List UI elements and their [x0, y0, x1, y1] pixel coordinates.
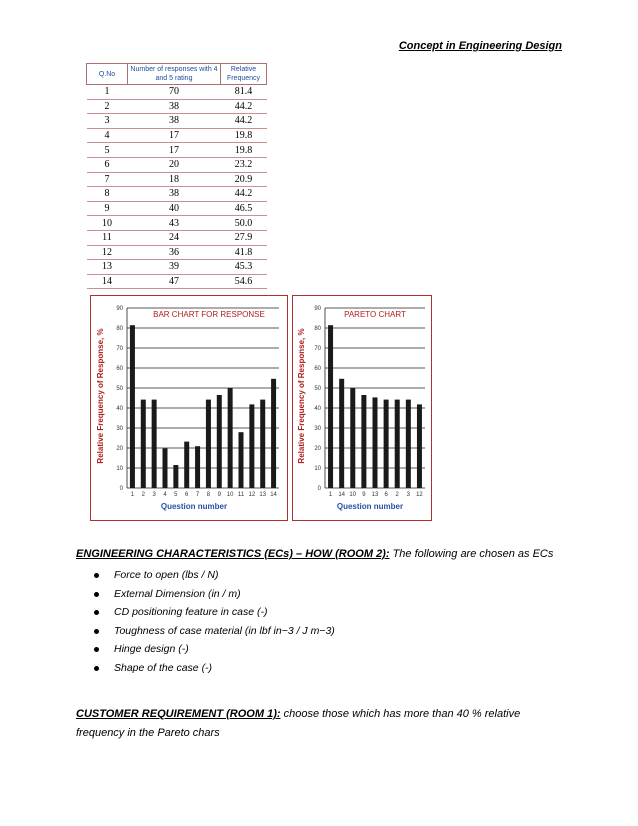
bar [384, 400, 389, 488]
y-axis-title: Relative Frequency of Response, % [297, 328, 306, 464]
table-cell-qno: 10 [87, 216, 128, 231]
table-row [87, 187, 267, 202]
table-cell-qno: 8 [87, 187, 128, 202]
table-cell-frequency: 23.2 [221, 157, 267, 172]
list-item: Force to open (lbs / N) [92, 566, 335, 585]
table-cell-qno: 13 [87, 260, 128, 275]
y-tick-label: 10 [314, 466, 321, 472]
table-cell-qno: 4 [87, 128, 128, 143]
bar [271, 379, 276, 488]
x-tick-label: 13 [371, 492, 379, 498]
table-cell-qno: 14 [87, 274, 128, 289]
response-table [86, 63, 267, 289]
table-cell-frequency: 19.8 [221, 143, 267, 158]
y-tick-label: 50 [314, 386, 321, 392]
table-cell-frequency: 45.3 [221, 260, 267, 275]
table-cell-qno: 3 [87, 114, 128, 129]
table-cell-responses: 47 [128, 274, 221, 289]
table-cell-responses: 20 [128, 157, 221, 172]
x-tick-label: 6 [185, 492, 189, 498]
table-cell-frequency: 44.2 [221, 114, 267, 129]
table-cell-frequency: 81.4 [221, 85, 267, 100]
table-cell-frequency: 44.2 [221, 187, 267, 202]
y-tick-label: 20 [314, 446, 321, 452]
x-tick-label: 3 [152, 492, 156, 498]
y-tick-label: 80 [314, 326, 321, 332]
y-tick-label: 70 [314, 346, 321, 352]
y-tick-label: 50 [116, 386, 123, 392]
x-tick-label: 6 [384, 492, 388, 498]
table-cell-responses: 24 [128, 230, 221, 245]
plot-area [116, 306, 279, 498]
bar [206, 400, 211, 488]
bar [406, 400, 411, 488]
y-tick-label: 90 [116, 306, 123, 312]
table-cell-frequency: 50.0 [221, 216, 267, 231]
bar [350, 388, 355, 488]
table-row [87, 230, 267, 245]
table-cell-frequency: 41.8 [221, 245, 267, 260]
list-item: CD positioning feature in case (-) [92, 603, 335, 622]
table-cell-qno: 5 [87, 143, 128, 158]
x-tick-label: 9 [362, 492, 366, 498]
x-tick-label: 2 [141, 492, 145, 498]
column-header-qno: Q.No [87, 64, 128, 85]
chart-title: PARETO CHART [344, 310, 406, 319]
table-cell-qno: 7 [87, 172, 128, 187]
table-cell-responses: 17 [128, 128, 221, 143]
table-row [87, 172, 267, 187]
y-tick-label: 10 [116, 466, 123, 472]
table-cell-responses: 38 [128, 114, 221, 129]
bar [339, 379, 344, 488]
y-tick-label: 70 [116, 346, 123, 352]
bar [249, 404, 254, 488]
bar [195, 446, 200, 488]
table-cell-qno: 11 [87, 230, 128, 245]
column-header-responses: Number of responses with 4 and 5 rating [128, 64, 221, 85]
table-cell-responses: 70 [128, 85, 221, 100]
y-tick-label: 60 [116, 366, 123, 372]
x-tick-label: 11 [237, 492, 245, 498]
table-cell-responses: 40 [128, 201, 221, 216]
table-row [87, 260, 267, 275]
table-cell-frequency: 27.9 [221, 230, 267, 245]
column-header-relative-frequency: Relative Frequency [221, 64, 267, 85]
y-tick-label: 30 [116, 426, 123, 432]
bar [141, 400, 146, 488]
bar [163, 448, 168, 488]
list-item: Shape of the case (-) [92, 659, 335, 678]
y-tick-label: 40 [116, 406, 123, 412]
bar [361, 395, 366, 488]
bar [395, 400, 400, 488]
table-cell-frequency: 44.2 [221, 99, 267, 114]
table-cell-responses: 39 [128, 260, 221, 275]
table-row [87, 216, 267, 231]
x-tick-label: 9 [217, 492, 221, 498]
bar [228, 388, 233, 488]
table-cell-frequency: 20.9 [221, 172, 267, 187]
ec-section-heading [76, 548, 553, 560]
table-row [87, 245, 267, 260]
bar [184, 442, 189, 488]
table-cell-responses: 43 [128, 216, 221, 231]
chart-title: BAR CHART FOR RESPONSE [153, 310, 265, 319]
table-cell-frequency: 54.6 [221, 274, 267, 289]
ec-list [92, 566, 335, 678]
cr-title: CUSTOMER REQUIREMENT (ROOM 1): [76, 708, 281, 720]
bar-chart [91, 296, 287, 520]
bar [328, 325, 333, 488]
list-item: External Dimension (in / m) [92, 585, 335, 604]
table-row [87, 114, 267, 129]
y-axis-title: Relative Frequency of Response, % [96, 328, 105, 464]
table-cell-responses: 17 [128, 143, 221, 158]
x-tick-label: 10 [349, 492, 357, 498]
bar [173, 465, 178, 488]
bar [239, 432, 244, 488]
y-tick-label: 90 [314, 306, 321, 312]
pareto-chart [293, 296, 431, 520]
y-tick-label: 80 [116, 326, 123, 332]
table-cell-responses: 38 [128, 187, 221, 202]
table-cell-qno: 12 [87, 245, 128, 260]
bar-chart-panel [90, 295, 288, 521]
x-tick-label: 7 [195, 492, 200, 498]
y-tick-label: 0 [119, 486, 123, 492]
x-tick-label: 12 [416, 492, 423, 498]
plot-area [314, 306, 425, 498]
list-item: Hinge design (-) [92, 640, 335, 659]
cr-section-heading [76, 705, 556, 743]
x-tick-label: 10 [226, 492, 234, 498]
bar [373, 397, 378, 488]
y-tick-label: 60 [314, 366, 321, 372]
list-item: Toughness of case material (in lbf in−3 / J m−3) [92, 622, 335, 641]
table-cell-responses: 18 [128, 172, 221, 187]
y-tick-label: 30 [314, 426, 321, 432]
x-tick-label: 14 [270, 492, 277, 498]
x-tick-label: 4 [163, 492, 167, 498]
table-row [87, 99, 267, 114]
bar [417, 404, 422, 488]
bar [260, 400, 265, 488]
y-tick-label: 20 [116, 446, 123, 452]
table-row [87, 143, 267, 158]
table-row [87, 128, 267, 143]
table-cell-qno: 6 [87, 157, 128, 172]
y-tick-label: 0 [317, 486, 321, 492]
x-tick-label: 1 [328, 492, 333, 498]
pareto-chart-panel [292, 295, 432, 521]
x-tick-label: 8 [206, 492, 211, 498]
x-axis-title: Question number [160, 502, 228, 511]
table-cell-responses: 36 [128, 245, 221, 260]
y-tick-label: 40 [314, 406, 321, 412]
x-tick-label: 2 [395, 492, 399, 498]
x-tick-label: 14 [338, 492, 346, 498]
x-tick-label: 3 [406, 492, 411, 498]
ec-intro: The following are chosen as ECs [389, 548, 554, 560]
table-cell-qno: 1 [87, 85, 128, 100]
table-cell-qno: 2 [87, 99, 128, 114]
table-cell-qno: 9 [87, 201, 128, 216]
x-tick-label: 12 [248, 492, 256, 498]
bar [217, 395, 222, 488]
bar [130, 325, 135, 488]
x-tick-label: 1 [130, 492, 135, 498]
table-row [87, 201, 267, 216]
x-tick-label: 13 [259, 492, 267, 498]
bar [152, 400, 157, 488]
table-row [87, 157, 267, 172]
table-cell-responses: 38 [128, 99, 221, 114]
cr-text: choose those which has more than 40 % relative frequency in the Pareto chars [76, 708, 521, 739]
table-row [87, 274, 267, 289]
table-row [87, 85, 267, 100]
x-tick-label: 5 [174, 492, 178, 498]
ec-title: ENGINEERING CHARACTERISTICS (ECs) – HOW (ROOM 2): [76, 548, 390, 560]
table-cell-frequency: 46.5 [221, 201, 267, 216]
x-axis-title: Question number [336, 502, 404, 511]
table-cell-frequency: 19.8 [221, 128, 267, 143]
page-header: Concept in Engineering Design [398, 40, 562, 52]
